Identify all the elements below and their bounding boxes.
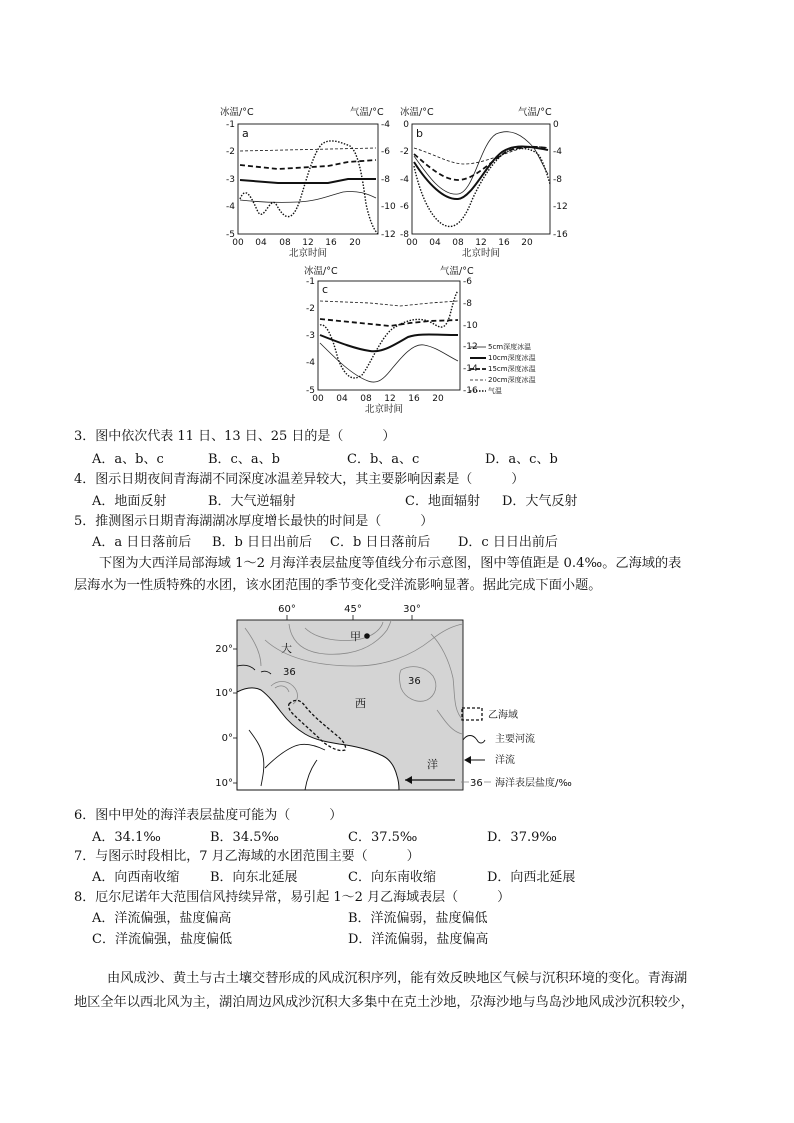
chart-c-series-15cm [320,319,458,326]
question-7-option-a: A．向西南收缩 [92,870,180,885]
point-jia [364,633,370,639]
tick: 20 [432,394,444,404]
map-legend [461,708,572,789]
tick: -4 [306,358,315,368]
lat-label: 20° [215,644,233,655]
tick: -16 [553,230,568,240]
chart-c-left-ticks [306,277,315,396]
tick: -2 [400,147,409,157]
tick: -10 [381,202,396,212]
tick: -1 [306,277,315,287]
chart-a-series-15cm [240,160,376,169]
question-4-option-c: C．地面辐射 [405,494,480,509]
chart-b-right-ticks [553,120,568,240]
tick: 04 [429,238,441,248]
tick: 04 [255,238,267,248]
tick: 00 [406,238,418,248]
label-da: 大 [281,642,292,655]
lon-label: 45° [344,604,362,615]
chart-b-series-10cm [414,147,548,200]
chart-c-right-axis-label: 气温/°C [440,266,474,277]
chart-c-right-ticks [463,277,478,396]
tick: -16 [463,386,478,396]
question-3-option-d: D．a、c、b [485,452,558,467]
tick: -6 [400,202,409,212]
label-yang: 洋 [427,758,438,771]
chart-b-right-axis-label: 气温/°C [518,107,552,118]
question-7-option-c: C．向东南收缩 [348,870,436,885]
lat-label: 10° [215,778,233,789]
tick: -6 [463,277,472,287]
chart-c-series-10cm [320,335,458,352]
legend-yi: 乙海域 [488,710,518,721]
chart-a [218,104,398,259]
tick: 08 [279,238,291,248]
legend-current: 洋流 [495,755,515,766]
legend-15cm: 15cm深度冰温 [488,365,536,373]
chart-a-x-ticks [232,238,361,248]
contour-label: 36 [283,667,296,678]
lon-label: 30° [403,604,421,615]
tick: -8 [381,175,390,185]
chart-a-left-ticks [226,120,235,240]
question-8-option-a: A．洋流偏强，盐度偏高 [92,911,232,926]
question-3-option-b: B．c、a、b [208,452,280,467]
chart-b-series-5cm [414,132,548,194]
tick: 20 [521,238,533,248]
legend-air: 气温 [488,387,502,395]
chart-b-panel-letter: b [416,127,423,140]
chart-a-series-20cm [240,148,376,151]
chart-c-left-axis-label: 冰温/°C [304,266,338,277]
question-6-option-b: B．34.5‰ [210,830,279,845]
tick: -1 [226,120,235,130]
tick: 20 [349,238,361,248]
tick: -4 [553,147,562,157]
question-3-option-a: A．a、b、c [92,452,164,467]
label-xi: 西 [355,697,366,710]
tick: -12 [381,230,396,240]
legend-20cm: 20cm深度冰温 [488,376,536,384]
tick: -8 [463,299,472,309]
label-jia: 甲 [350,630,361,643]
chart-c-panel-letter: c [322,283,329,296]
tick: 16 [325,238,337,248]
tick: 0 [553,120,559,130]
chart-b-left-ticks [400,120,409,240]
question-5-option-c: C．b 日日落前后 [330,535,431,550]
question-7-option-d: D．向西北延展 [487,870,576,885]
question-7-stem: 7．与图示时段相比，7 月乙海域的水团范围主要（ ） [74,849,420,864]
question-8-option-c: C．洋流偏强，盐度偏低 [92,932,232,947]
question-6-option-d: D．37.9‰ [487,830,557,845]
question-4-option-a: A．地面反射 [92,494,167,509]
legend-salinity: 海洋表层盐度/‰ [495,778,572,789]
tick: 00 [232,238,244,248]
question-4-stem: 4．图示日期夜间青海湖不同深度冰温差异较大，其主要影响因素是（ ） [74,472,525,487]
question-3-option-c: C．b、a、c [347,452,420,467]
chart-b-series-15cm [414,147,548,180]
chart-c-series-20cm [320,301,458,306]
tick: -3 [306,331,315,341]
question-6-stem: 6．图中甲处的海洋表层盐度可能为（ ） [74,808,343,823]
question-4-option-b: B．大气逆辐射 [208,494,296,509]
tick: 16 [408,394,420,404]
tick: 12 [302,238,314,248]
lat-label: 0° [221,733,233,744]
tick: 08 [452,238,464,248]
chart-a-x-label: 北京时间 [288,248,328,259]
question-8-option-d: D．洋流偏弱，盐度偏高 [348,932,489,947]
tick: -8 [553,175,562,185]
question-8-option-b: B．洋流偏弱，盐度偏低 [348,911,488,926]
lat-label: 10° [215,688,233,699]
chart-b-x-label: 北京时间 [461,248,501,259]
legend-5cm: 5cm深度冰温 [488,343,532,351]
tick: -12 [463,342,478,352]
tick: 04 [336,394,348,404]
chart-a-left-axis-label: 冰温/°C [220,107,254,118]
chart-c-x-ticks [312,394,444,404]
tick: -4 [226,202,235,212]
question-5-option-d: D．c 日日出前后 [458,535,558,550]
tick: 0 [403,120,409,130]
legend-10cm: 10cm深度冰温 [488,354,536,362]
question-5-option-b: B．b 日日出前后 [212,535,313,550]
tick: -8 [400,230,409,240]
intro-line-2: 层海水为一性质特殊的水团，该水团范围的季节变化受洋流影响显著。据此完成下面小题。 [74,578,602,593]
chart-a-panel-letter: a [242,127,249,140]
chart-a-right-axis-label: 气温/°C [350,107,384,118]
tick: 08 [360,394,372,404]
legend-river: 主要河流 [495,734,535,745]
chart-c-x-label: 北京时间 [364,404,404,415]
tick: -4 [400,175,409,185]
tick: 00 [312,394,324,404]
question-4-option-d: D．大气反射 [502,494,578,509]
tick: -4 [381,120,390,130]
tick: 16 [498,238,510,248]
chart-a-series-10cm [240,179,376,183]
question-8-stem: 8．厄尔尼诺年大范围信风持续异常，易引起 1～2 月乙海域表层（ ） [74,890,511,905]
tick: -14 [463,364,478,374]
tick: -2 [226,147,235,157]
intro-line-1: 下图为大西洋局部海域 1～2 月海洋表层盐度等值线分布示意图，图中等值距是 0.4‰。乙海域的表 [99,556,682,571]
chart-b-x-ticks [406,238,533,248]
chart-a-series-5cm [240,191,376,202]
final-para-line-1: 由风成沙、黄土与古土壤交替形成的风成沉积序列，能有效反映地区气候与沉积环境的变化。青海湖 [107,971,688,986]
tick: -6 [381,147,390,157]
question-3-stem: 3．图中依次代表 11 日、13 日、25 日的是（ ） [74,429,396,444]
question-7-option-b: B．向东北延展 [210,870,298,885]
chart-c [300,263,536,418]
chart-b-left-axis-label: 冰温/°C [400,107,434,118]
contour-label: 36 [408,676,421,687]
legend-salinity-value: 36 [470,778,483,789]
question-5-stem: 5．推测图示日期青海湖湖冰厚度增长最快的时间是（ ） [74,514,434,529]
atlantic-salinity-map [205,600,572,796]
tick: 12 [384,394,396,404]
tick: -3 [226,175,235,185]
chart-c-series-5cm [320,343,458,382]
tick: -12 [553,202,568,212]
tick: -2 [306,304,315,314]
chart-c-legend [470,342,536,395]
lon-label: 60° [278,604,296,615]
tick: -10 [463,321,478,331]
tick: -5 [306,386,315,396]
chart-a-right-ticks [381,120,396,240]
tick: -5 [226,230,235,240]
question-6-option-c: C．37.5‰ [348,830,418,845]
tick: 12 [475,238,487,248]
question-6-option-a: A．34.1‰ [92,830,161,845]
question-5-option-a: A．a 日日落前后 [92,535,192,550]
final-para-line-2: 地区全年以西北风为主，湖泊周边风成沙沉积大多集中在克土沙地，尕海沙地与鸟岛沙地风成沙沉积较少， [74,995,694,1010]
chart-b [398,104,578,259]
chart-a-series-air [240,141,378,234]
